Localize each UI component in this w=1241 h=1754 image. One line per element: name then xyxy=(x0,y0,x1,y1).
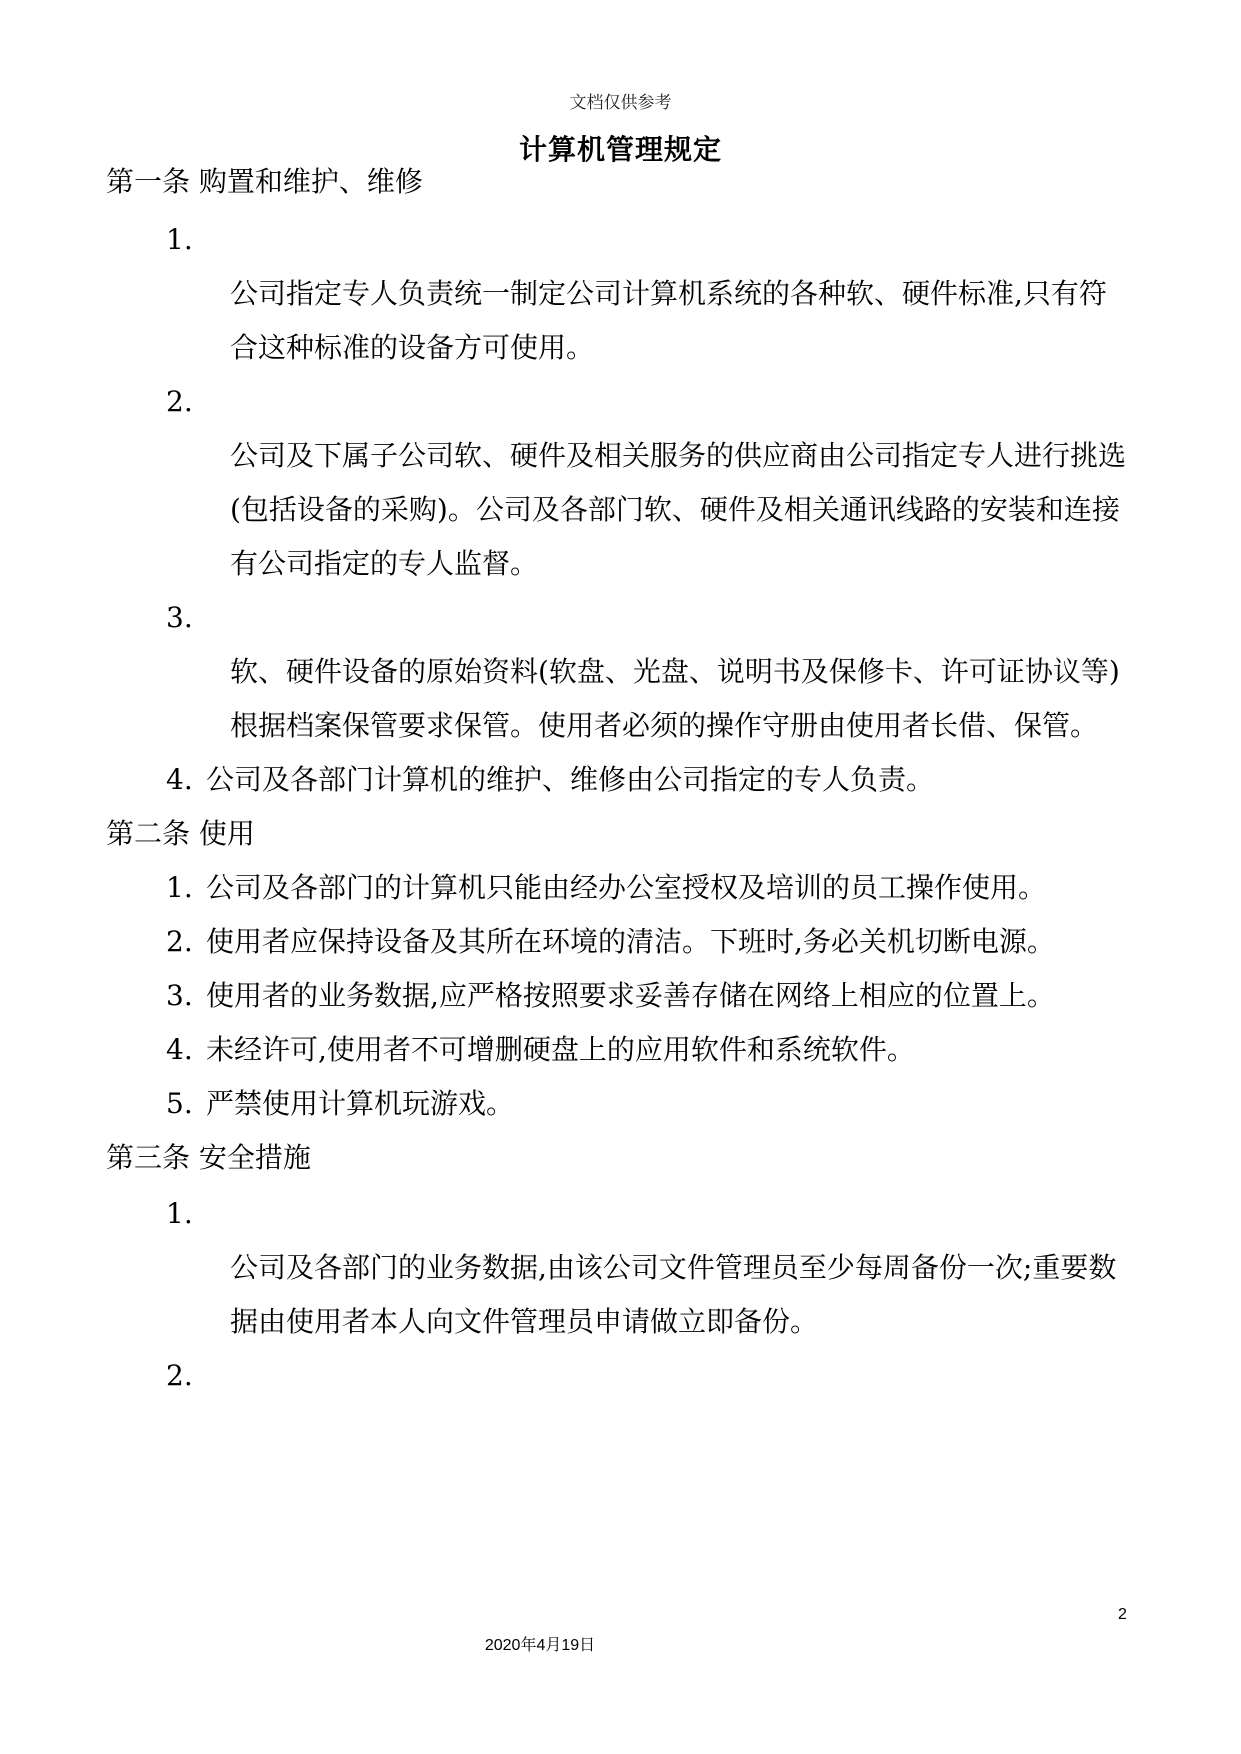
item-number: 2. xyxy=(166,385,193,418)
item-text: 公司及各部门计算机的维护、维修由公司指定的专人负责。 xyxy=(206,763,935,796)
list-item xyxy=(166,870,1046,906)
paragraph-line: 有公司指定的专人监督。 xyxy=(230,547,539,580)
item-text: 使用者应保持设备及其所在环境的清洁。下班时,务必关机切断电源。 xyxy=(206,925,1055,958)
section-heading-1: 第一条 购置和维护、维修 xyxy=(106,165,423,198)
item-text: 公司及各部门的计算机只能由经办公室授权及培训的员工操作使用。 xyxy=(206,871,1047,904)
item-text: 严禁使用计算机玩游戏。 xyxy=(206,1087,515,1120)
paragraph-line: (包括设备的采购)。公司及各部门软、硬件及相关通讯线路的安装和连接 xyxy=(230,493,1120,526)
item-number: 5. xyxy=(166,1087,193,1120)
paragraph-line: 公司及下属子公司软、硬件及相关服务的供应商由公司指定专人进行挑选 xyxy=(230,439,1127,472)
paragraph-line: 公司指定专人负责统一制定公司计算机系统的各种软、硬件标准,只有符 xyxy=(230,277,1107,310)
item-number: 3. xyxy=(166,979,193,1012)
section-heading-2: 第二条 使用 xyxy=(106,817,255,850)
item-number: 1. xyxy=(166,1197,193,1230)
item-number: 1. xyxy=(166,871,193,904)
item-number: 3. xyxy=(166,601,193,634)
item-text: 使用者的业务数据,应严格按照要求妥善存储在网络上相应的位置上。 xyxy=(206,979,1055,1012)
item-text: 未经许可,使用者不可增删硬盘上的应用软件和系统软件。 xyxy=(206,1033,915,1066)
list-item xyxy=(166,978,1055,1014)
item-number: 4. xyxy=(166,763,193,796)
list-item xyxy=(166,1086,514,1122)
section-heading-3: 第三条 安全措施 xyxy=(106,1141,311,1174)
paragraph-line: 合这种标准的设备方可使用。 xyxy=(230,331,595,364)
page-number: 2 xyxy=(1118,1606,1127,1623)
list-item xyxy=(166,1032,915,1068)
item-number: 4. xyxy=(166,1033,193,1066)
list-item xyxy=(166,924,1055,960)
document-title: 计算机管理规定 xyxy=(518,133,722,166)
item-number: 2. xyxy=(166,925,193,958)
paragraph-line: 根据档案保管要求保管。使用者必须的操作守册由使用者长借、保管。 xyxy=(230,709,1099,742)
paragraph-line: 公司及各部门的业务数据,由该公司文件管理员至少每周备份一次;重要数 xyxy=(230,1251,1117,1284)
item-number: 1. xyxy=(166,223,193,256)
footer-date: 2020年4月19日 xyxy=(484,1637,596,1654)
list-item xyxy=(166,762,934,798)
paragraph-line: 软、硬件设备的原始资料(软盘、光盘、说明书及保修卡、许可证协议等) xyxy=(230,655,1120,688)
item-number: 2. xyxy=(166,1359,193,1392)
paragraph-line: 据由使用者本人向文件管理员申请做立即备份。 xyxy=(230,1305,819,1338)
header-note: 文档仅供参考 xyxy=(569,93,672,113)
